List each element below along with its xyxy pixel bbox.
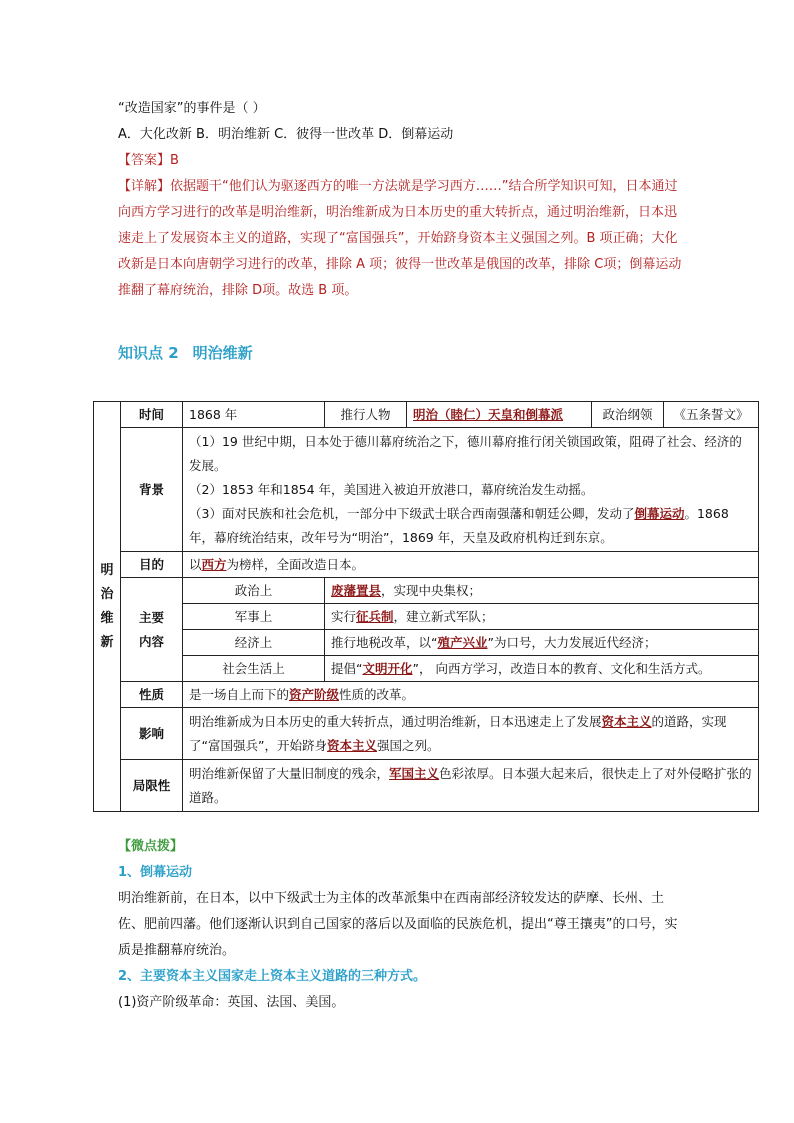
side-header: 明治维新: [100, 562, 114, 650]
question-block: [118, 96, 684, 304]
impact-keyword-2: 资本主义: [326, 737, 377, 753]
content-area-military: 军事上: [183, 604, 325, 630]
purpose-label: 目的: [121, 552, 183, 578]
content-keyword: 废藩置县: [331, 582, 382, 598]
content-area-politics: 政治上: [183, 578, 325, 604]
content-text-economy: 推行地税改革，以“殖产兴业”为口号，大力发展近代经济；: [325, 630, 759, 656]
limit-keyword: 军国主义: [389, 765, 440, 781]
impact-label: 影响: [121, 708, 183, 760]
impact-cell: 明治维新成为日本历史的重大转折点，通过明治维新，日本迅速走上了发展资本主义的道路，实现了“富国强兵”，开始跻身资本主义强国之列。: [183, 708, 759, 760]
impact-keyword-1: 资本主义: [601, 713, 652, 729]
content-keyword: 文明开化: [362, 660, 413, 676]
tip-block: [118, 834, 684, 1016]
purpose-keyword: 西方: [201, 556, 227, 572]
nature-label: 性质: [121, 682, 183, 708]
knowledge-table: [93, 401, 759, 812]
time-label: 时间: [121, 402, 183, 428]
content-keyword: 征兵制: [356, 608, 394, 624]
answer-line: [118, 148, 684, 174]
tip-paragraph-2: (1)资产阶级革命：英国、法国、美国。: [118, 995, 345, 1010]
program-value: 《五条誓文》: [664, 402, 759, 428]
answer-label: 【答案】: [118, 153, 171, 168]
content-keyword: 殖产兴业: [437, 634, 488, 650]
question-stem: “改造国家”的事件是（ ）: [118, 101, 266, 116]
bg-item-2: （2）1853 年和1854 年，美国进入被迫开放港口，幕府统治发生动摇。: [189, 481, 594, 497]
answer-value: B: [170, 153, 179, 168]
tip-title-2: 2、主要资本主义国家走上资本主义道路的三种方式。: [118, 969, 427, 984]
section-label: 知识点 2: [118, 344, 179, 362]
content-text-politics: 废藩置县，实现中央集权；: [325, 578, 759, 604]
bg-item-3: （3）面对民族和社会危机，一部分中下级武士联合西南强藩和朝廷公卿，发动了倒幕运动。1868 年，幕府统治结束，改年号为“明治”，1869 年，天皇及政府机构迁到东京。: [189, 505, 729, 545]
bg-item-1: （1）19 世纪中期，日本处于德川幕府统治之下，德川幕府推行闭关锁国政策，阻碍了社会、经济的发展。: [189, 433, 742, 473]
question-options: A．大化改新 B．明治维新 C．彼得一世改革 D．倒幕运动: [118, 127, 454, 142]
tip-title-1: 1、倒幕运动: [118, 865, 193, 880]
tip-paragraph-1: 明治维新前，在日本，以中下级武士为主体的改革派集中在西南部经济较发达的萨摩、长州、土佐、肥前四藩。他们逐渐认识到自己国家的落后以及面临的民族危机，提出“尊王攘夷”的口号，实质是推翻幕府统治。: [118, 891, 678, 958]
section-heading: [118, 342, 253, 363]
nature-cell: 是一场自上而下的资产阶级性质的改革。: [183, 682, 759, 708]
bg-keyword: 倒幕运动: [634, 505, 685, 521]
purpose-cell: 以西方为榜样，全面改造日本。: [183, 552, 759, 578]
content-text-society: 提倡“文明开化”， 向西方学习，改造日本的教育、文化和生活方式。: [325, 656, 759, 682]
side-header-cell: [94, 402, 121, 812]
background-cell: [183, 428, 759, 552]
detail-text: 依据题干“他们认为驱逐西方的唯一方法就是学习西方……”结合所学知识可知，日本通过向西方学习进行的改革是明治维新，明治维新成为日本历史的重大转折点，通过明治维新，日本迅速走上了发展资本主义的道路，实现了“富国强兵”，开始跻身资本主义强国之列。B 项正确；大化改新是日本向唐朝学习进行的改革，排除 A 项；彼得一世改革是俄国的改革，排除 C项；倒幕运动推翻了幕府统治，排除 D项。故选 B 项。: [118, 179, 682, 298]
leader-label: 推行人物: [325, 402, 407, 428]
content-label: 主要内容: [121, 578, 183, 682]
content-text-military: 实行征兵制，建立新式军队；: [325, 604, 759, 630]
limit-cell: 明治维新保留了大量旧制度的残余，军国主义色彩浓厚。日本强大起来后，很快走上了对外侵略扩张的道路。: [183, 760, 759, 812]
content-area-society: 社会生活上: [183, 656, 325, 682]
content-area-economy: 经济上: [183, 630, 325, 656]
detail-paragraph: [118, 174, 684, 304]
section-title: 明治维新: [192, 344, 253, 362]
detail-label: 【详解】: [118, 179, 171, 194]
program-label: 政治纲领: [592, 402, 664, 428]
background-label: 背景: [121, 428, 183, 552]
time-value: 1868 年: [183, 402, 325, 428]
leader-value: 明治（睦仁）天皇和倒幕派: [413, 406, 564, 422]
limit-label: 局限性: [121, 760, 183, 812]
nature-keyword: 资产阶级: [289, 686, 340, 702]
tip-header: 【微点拨】: [118, 839, 184, 854]
